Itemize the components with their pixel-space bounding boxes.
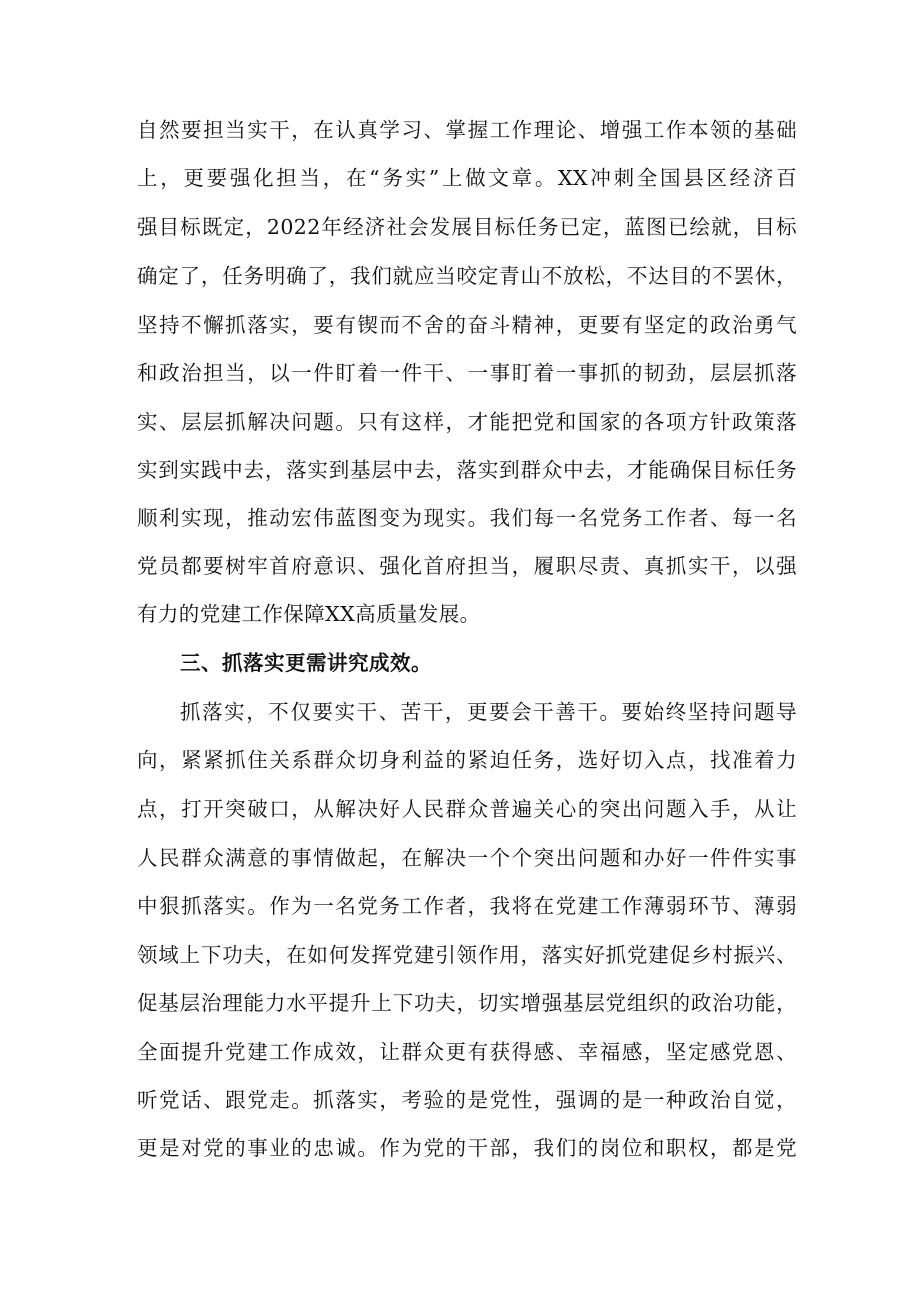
paragraph-2-line-1: 抓落实，不仅要实干、苦干，更要会干善干。要始终坚持问题导 xyxy=(180,700,797,724)
section-3-heading: 三、抓落实更需讲究成效。 xyxy=(180,651,432,675)
paragraph-1-line-6: 和政治担当，以一件盯着一件干、一事盯着一事抓的韧劲，层层抓落 xyxy=(137,361,797,385)
paragraph-1-line-8: 实到实践中去，落实到基层中去，落实到群众中去，才能确保目标任务 xyxy=(137,458,797,482)
paragraph-2-line-10: 更是对党的事业的忠诚。作为党的干部，我们的岗位和职权，都是党 xyxy=(137,1136,797,1160)
paragraph-2-line-5: 中狠抓落实。作为一名党务工作者，我将在党建工作薄弱环节、薄弱 xyxy=(137,894,797,918)
paragraph-2-line-4: 人民群众满意的事情做起，在解决一个个突出问题和办好一件件实事 xyxy=(137,846,797,870)
paragraph-2-line-8: 全面提升党建工作成效，让群众更有获得感、幸福感，坚定感党恩、 xyxy=(137,1040,797,1064)
paragraph-1-line-11: 有力的党建工作保障XX高质量发展。 xyxy=(137,602,481,626)
paragraph-1-line-7: 实、层层抓解决问题。只有这样，才能把党和国家的各项方针政策落 xyxy=(137,410,797,434)
paragraph-1-line-5: 坚持不懈抓落实，要有锲而不舍的奋斗精神，更要有坚定的政治勇气 xyxy=(137,313,797,337)
paragraph-1-line-10: 党员都要树牢首府意识、强化首府担当，履职尽责、真抓实干，以强 xyxy=(137,554,797,578)
paragraph-1-line-4: 确定了，任务明确了，我们就应当咬定青山不放松，不达目的不罢休， xyxy=(137,264,797,288)
paragraph-2-line-7: 促基层治理能力水平提升上下功夫，切实增强基层党组织的政治功能， xyxy=(137,991,797,1015)
paragraph-1-line-1: 自然要担当实干，在认真学习、掌握工作理论、增强工作本领的基础 xyxy=(137,118,797,142)
paragraph-2-line-3: 点，打开突破口，从解决好人民群众普遍关心的突出问题入手，从让 xyxy=(137,797,797,821)
paragraph-1-line-2: 上，更要强化担当，在“务实”上做文章。XX冲刺全国县区经济百 xyxy=(137,166,797,190)
paragraph-2-line-9: 听党话、跟党走。抓落实，考验的是党性，强调的是一种政治自觉， xyxy=(137,1088,797,1112)
paragraph-2-line-2: 向，紧紧抓住关系群众切身利益的紧迫任务，选好切入点，找准着力 xyxy=(137,748,797,772)
paragraph-1-line-9: 顺利实现，推动宏伟蓝图变为现实。我们每一名党务工作者、每一名 xyxy=(137,506,797,530)
paragraph-1-line-3: 强目标既定，2022年经济社会发展目标任务已定，蓝图已绘就，目标 xyxy=(137,215,797,239)
paragraph-2-line-6: 领域上下功夫，在如何发挥党建引领作用，落实好抓党建促乡村振兴、 xyxy=(137,943,797,967)
